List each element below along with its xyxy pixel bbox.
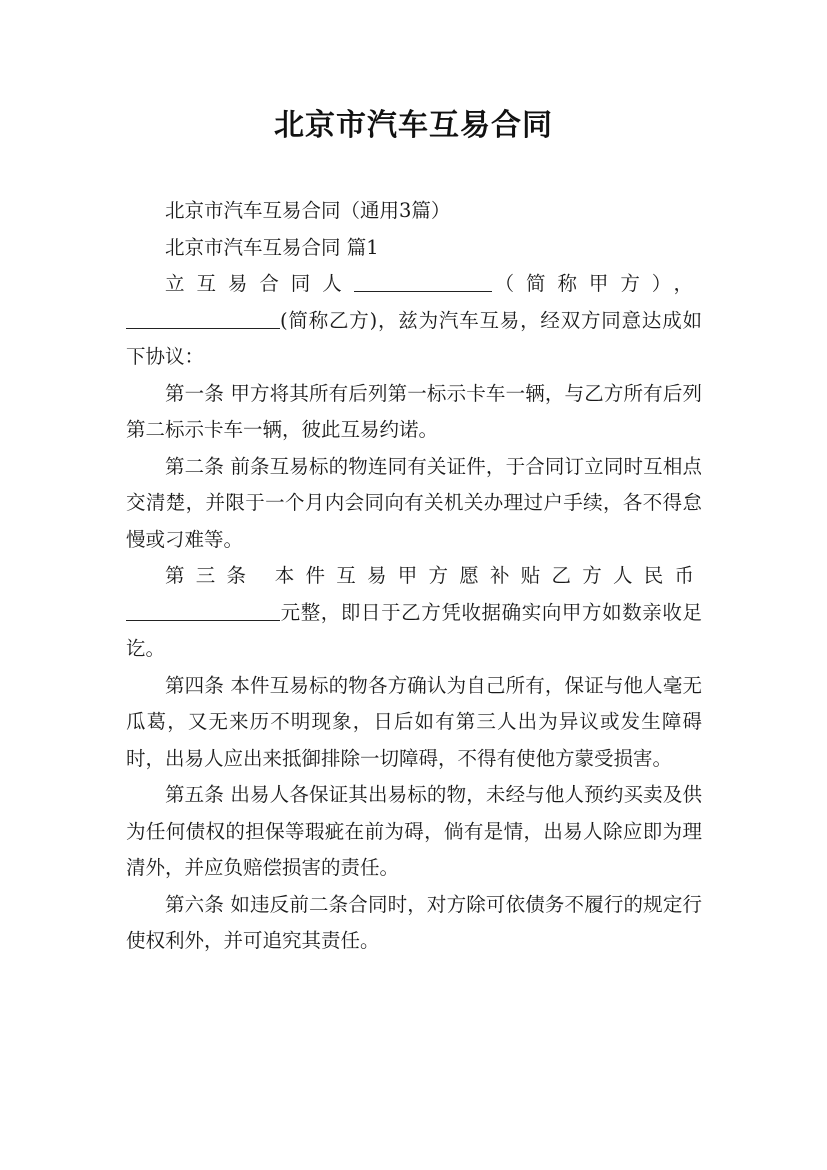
article-3 (126, 558, 702, 668)
parties-label: 立互易合同人 (165, 272, 354, 295)
party-b-text: (简称乙方)，兹为汽车互易，经双方同意达成如下协议： (126, 308, 702, 368)
article-3-lead: 第三条 本件互易甲方愿补贴乙方人民币 (165, 564, 702, 587)
document-title: 北京市汽车互易合同 (274, 108, 553, 143)
article-2: 第二条 前条互易标的物连同有关证件，于合同订立同时互相点交清楚，并限于一个月内会同向有关机关办理过户手续，各不得怠慢或刁难等。 (126, 454, 702, 551)
article-4: 第四条 本件互易标的物各方确认为自己所有，保证与他人毫无瓜葛，又无来历不明现象，日后如有第三人出为异议或发生障碍时，出易人应出来抵御排除一切障碍，不得有使他方蒙受损害。 (126, 673, 702, 770)
article-3-tail: 元整，即日于乙方凭收据确实向甲方如数亲收足讫。 (126, 600, 702, 660)
document-body (126, 193, 702, 960)
party-a-blank (354, 269, 492, 292)
article-1: 第一条 甲方将其所有后列第一标示卡车一辆，与乙方所有后列第二标示卡车一辆，彼此互易约诺。 (126, 381, 702, 441)
amount-blank (126, 598, 280, 621)
party-b-blank (126, 306, 280, 329)
section-heading: 北京市汽车互易合同 篇1 (165, 235, 379, 259)
document-subtitle: 北京市汽车互易合同（通用3篇） (165, 199, 451, 222)
parties-paragraph (126, 266, 702, 376)
article-6: 第六条 如违反前二条合同时，对方除可依债务不履行的规定行使权利外，并可追究其责任。 (126, 892, 702, 952)
article-5: 第五条 出易人各保证其出易标的物，未经与他人预约买卖及供为任何债权的担保等瑕疵在前为碍，倘有是情，出易人除应即为理清外，并应负赔偿损害的责任。 (126, 783, 702, 879)
party-a-suffix: （简称甲方）， (491, 272, 702, 295)
